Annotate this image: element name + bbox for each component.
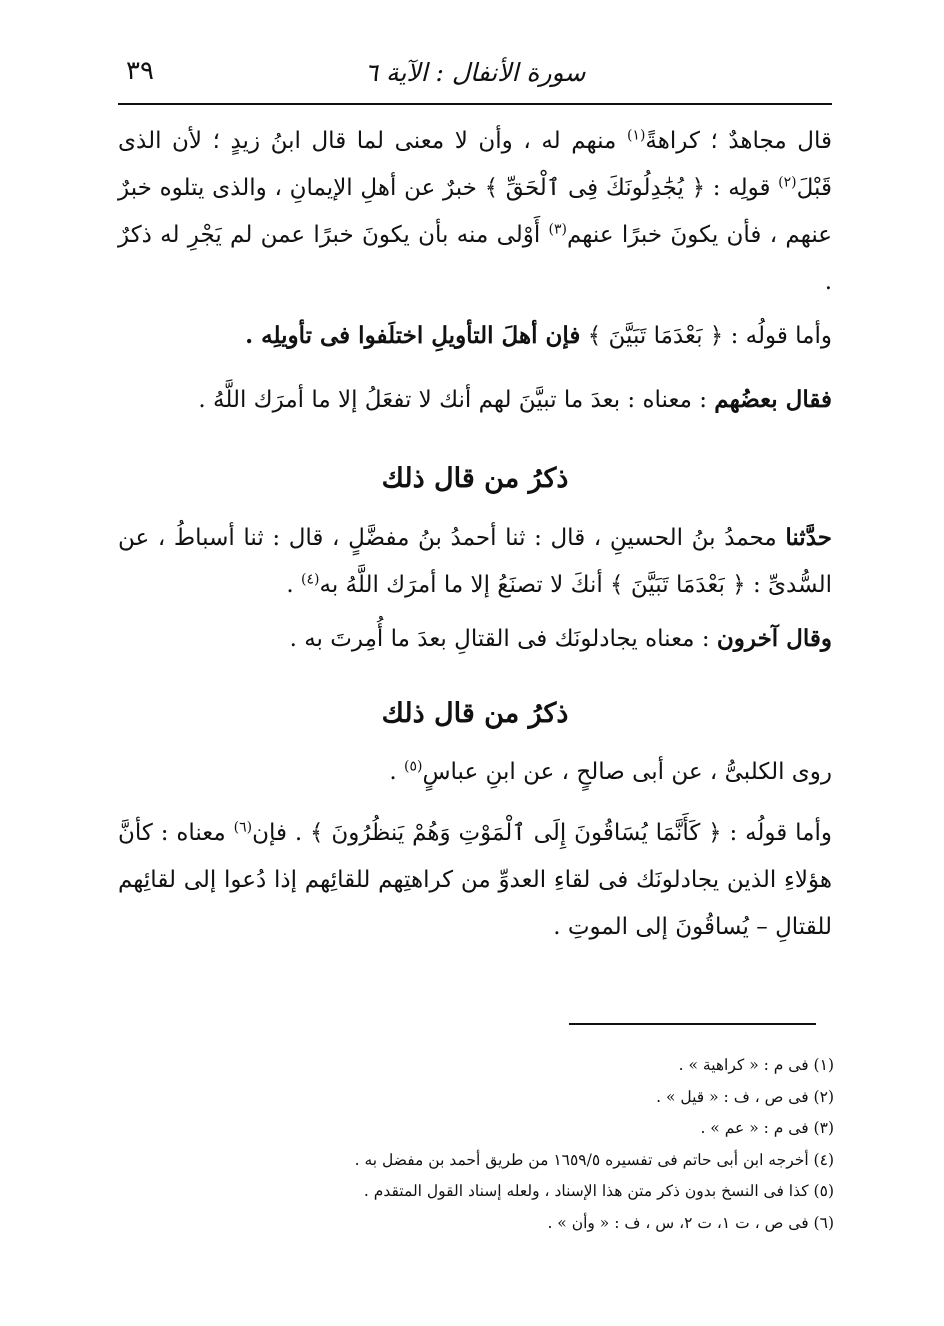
text-run: : معناه يجادلونَك فى القتالِ بعدَ ما أُمِرتَ به . [289,626,717,652]
paragraph-7 [118,810,832,951]
text-run: معناه : كأنَّ هؤلاءِ الذين يجادلونَك فى لقاءِ العدوِّ من كراهتِهم للقائِهم إذا دُعوا إلى لقائِهم للقتالِ – يُساقُونَ إلى الموتِ . [118,820,832,940]
paragraph-5 [118,615,832,663]
text-run: روى الكلبىُّ ، عن أبى صالحٍ ، عن ابنِ عباسٍ [422,759,832,785]
footnote-ref-1: (١) [626,127,646,144]
bold-run: حدَّثنا [785,524,832,551]
footnote-ref-6: (٦) [233,819,253,836]
text-run: وأما قولُه : ﴿ كَأَنَّمَا يُسَاقُونَ إِلَى ٱلْمَوْتِ وَهُمْ يَنظُرُونَ ﴾ . فإن [252,820,832,846]
text-run: منهم له ، وأن لا معنى لما قال ابنُ زيدٍ ؛ لأن الذى قَبْلَ [118,128,832,201]
main-text [118,118,832,951]
footnote-ref-4: (٤) [301,571,320,588]
paragraph-1 [118,118,832,306]
text-run: قولِه : ﴿ يُجَٰدِلُونَكَ فِى ٱلْحَقِّ ﴾ خبرٌ عن أهلِ الإيمانِ ، والذى يتلوه خبرٌ عنهم ، فأن يكونَ خبرًا عنهم [118,175,832,248]
footnote-ref-5: (٥) [403,758,423,775]
paragraph-3 [118,376,832,424]
page-number: ٣٩ [126,56,154,86]
paragraph-4 [118,514,832,609]
footnote-4: (٤) أخرجه ابن أبى حاتم فى تفسيره ١٦٥٩/٥ من طريق أحمد بن مفضل به . [354,1150,834,1169]
text-run: أَوْلى منه بأن يكونَ خبرًا عمن لم يَجْرِ له ذكرٌ . [118,222,832,295]
footnote-2: (٢) فى ص ، ف : « قيل » . [656,1087,834,1106]
footnote-6: (٦) فى ص ، ت ١، ت ٢، س ، ف : « وأن » . [547,1213,834,1232]
header-rule [118,103,832,105]
section-heading-2: ذكرُ من قال ذلك [381,698,569,729]
footnote-ref-3: (٣) [548,221,567,238]
footnote-3: (٣) فى م : « عم » . [700,1119,834,1137]
text-run: . [286,572,302,598]
text-run: : معناه : بعدَ ما تبيَّنَ لهم أنك لا تفعَلُ إلا ما أمرَك اللَّهُ . [198,387,715,413]
text-run: محمدُ بنُ الحسينِ ، قال : ثنا أحمدُ بنُ مفضَّلٍ ، قال : ثنا أسباطُ ، عن السُّدىِّ : ﴿ بَعْدَمَا تَبَيَّنَ ﴾ أنكَ لا تصنَعُ إلا ما أمرَك اللَّهُ به [118,525,832,598]
section-heading-1: ذكرُ من قال ذلك [381,463,569,494]
text-run: قال مجاهدٌ ؛ كراهةً [645,128,832,154]
text-run: . [389,759,404,785]
paragraph-2 [118,312,832,360]
bold-run: فقال بعضُهم [714,386,832,413]
footnote-rule [569,1023,816,1025]
footnotes [118,1050,834,1239]
footnote-5: (٥) كذا فى النسخ بدون ذكر متن هذا الإسناد ، ولعله إسناد القول المتقدم . [363,1182,834,1200]
bold-run: فإن أهلَ التأويلِ اختلَفوا فى تأويلِه . [245,322,581,349]
footnote-1: (١) فى م : « كراهية » . [678,1056,834,1074]
text-run: وأما قولُه : ﴿ بَعْدَمَا تَبَيَّنَ ﴾ [580,323,832,349]
bold-run: وقال آخرون [716,625,832,652]
page-header [118,48,832,100]
paragraph-6 [118,749,832,796]
footnote-ref-2: (٢) [778,174,797,191]
running-title: سورة الأنفال : الآية ٦ [364,58,586,87]
